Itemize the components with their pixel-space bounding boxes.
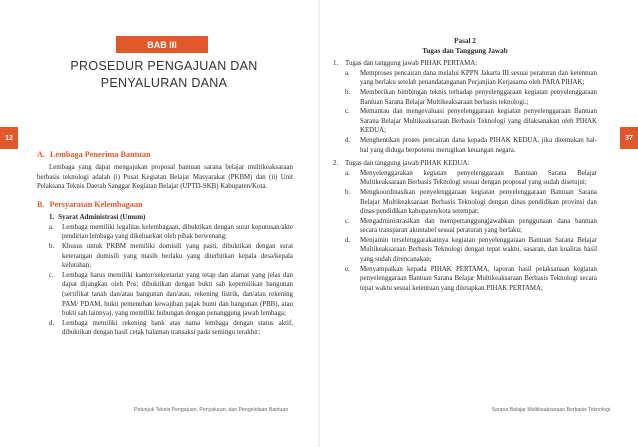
list-item-label: c. [345, 217, 350, 225]
list-item [345, 69, 597, 88]
list-item-text: Lembaga harus memiliki kantor/sekretariat yang tetap dan alamat yang jelas dan dapat dijangkau oleh Pos; dibuktikan dengan bukti sah kepemilikan bangunan (sertifikat tanah dan/atau bangunan dan/atau, rekening listrik, dan/atau rekening PAM/ PDAM, bukti pemenuhan kewajiban pajak bumi dan bangunan (PBB), atau bukti sah lainnya), yang memiliki hubungan dengan penanggung jawab lembaga; [62, 271, 293, 318]
chapter-title-line1: PROSEDUR PENGAJUAN DAN [70, 59, 258, 73]
right-page-footer: Sarana Belajar Multikeaksaraan Berbasis Teknologi [491, 407, 610, 413]
pasal-title: Tugas dan Tanggung Jawab [422, 46, 508, 55]
section-a-paragraph: Lembaga yang dapat mengajukan proposal bantuan sarana belajar multikeaksaraan berbasis teknologi adalah (i) Pusat Kegiatan Belajar Masyarakat (PKBM) dan (ii) Unit Pelaksana Teknis Daerah Sanggar Kegiatan Belajar (UPTD-SKB) Kabupaten/Kota. [37, 164, 293, 191]
list-item-text: Menghentikan proses pencairan dana kepada PIHAK KEDUA, jika ditemukan hal-hal yang diduga berpotensi merugikan keuangan negara. [360, 136, 597, 154]
list-item-label: a. [345, 169, 350, 177]
list-item-label: b. [345, 88, 351, 96]
list-item [345, 88, 597, 107]
section-a-title: Lembaga Penerima Bantuan [49, 150, 151, 159]
list-item-label: e. [345, 265, 350, 273]
right-page-number: 37 [620, 127, 638, 149]
list-item-label: a. [49, 223, 54, 231]
list-item-label: d. [49, 319, 55, 327]
pasal-number: Pasal 2 [454, 37, 476, 45]
list-item [49, 223, 293, 242]
list-item [345, 169, 597, 188]
list-item [345, 188, 597, 217]
section-b-heading [37, 200, 293, 209]
section-a-letter: A. [37, 150, 45, 159]
requirements-list [49, 223, 293, 338]
duty-section-number: 1. [333, 60, 339, 68]
list-item-label: d. [345, 136, 351, 144]
list-item-text: Memberikan bimbingan teknis terhadap penyelenggaraan kegiatan penyelenggaraan Bantuan Sarana Belajar Multikeaksaraan berbasis teknologi.; [360, 88, 597, 106]
list-item-text: Memproses pencairan dana melalui KPPN Jakarta III sesuai peraturan dan ketentuan yang berlaku setelah penandatanganan Perjanjian Kerjasama oleh PARA PIHAK; [360, 69, 597, 87]
list-item-text: Lembaga memiliki legalitas kelembagaan, dibuktikan dengan surat keputusan/akte pendirian lembaga yang dikeluarkan oleh pihak berwenang; [62, 223, 293, 241]
duty-list [345, 169, 597, 294]
section-b-title: Persyaratan Kelembagaan [49, 199, 143, 209]
list-item-text: Menjamin terselenggarakannya kegiatan penyelenggaraan Bantuan Sarana Belajar Multikeaksaraan Berbasis Teknologi dengan tepat waktu, sasaran, dan kualitas hasil yang sudah direncanakan; [360, 236, 597, 264]
subsection-number: 1. [49, 212, 55, 221]
list-item-label: c. [49, 271, 54, 279]
left-page-number: 12 [0, 127, 18, 149]
list-item-text: Menyampaikan kepada PIHAK PERTAMA, laporan hasil pelaksanaan kegiatan penyelenggaraan Bantuan Sarana Belajar Multikeaksaraan Berbasis Teknologi secara tepat waktu sesuai ketentuan yang ditetapkan PIHAK PERTAMA; [360, 265, 597, 292]
list-item [49, 271, 293, 319]
section-b-letter: B. [37, 199, 45, 209]
list-item-label: b. [49, 242, 55, 250]
list-item-text: Mengadministrasikan dan mempertanggungjawabkan penggunaan dana bantuan secara transparan akuntabel sesuai peraturan yang berlaku; [360, 217, 597, 235]
right-page-body [333, 37, 597, 297]
list-item [345, 136, 597, 155]
list-item [49, 319, 293, 338]
list-item [345, 236, 597, 265]
duty-section-number: 2. [333, 160, 339, 168]
duty-section-heading [333, 59, 597, 69]
subsection-heading [49, 213, 293, 221]
duty-list [345, 69, 597, 155]
left-page-body [37, 150, 293, 338]
list-item [345, 265, 597, 294]
list-item-label: c. [345, 108, 350, 116]
subsection-title: Syarat Administrasi (Umum) [58, 212, 146, 221]
duty-section-title: Tugas dan tanggung jawab PIHAK KEDUA: [345, 160, 470, 168]
section-a-heading [37, 150, 293, 159]
list-item [345, 217, 597, 236]
left-page-footer: Petunjuk Teknis Pengajuan, Penyaluran, dan Pengelolaan Bantuan [134, 407, 289, 413]
list-item [49, 242, 293, 271]
duty-section-heading [333, 159, 597, 169]
list-item-label: d. [345, 236, 351, 244]
duty-section-2 [333, 159, 597, 293]
list-item-text: Menyelenggarakan kegiatan penyelenggaraan Bantuan Sarana Belajar Multikeaksaraan Berbasis Teknologi sesuai dengan proposal yang sudah disetujui; [360, 169, 597, 187]
list-item-text: Lembaga memiliki rekening bank atas nama lembaga dengan status aktif, dibuktikan dengan hasil cetak halaman transaksi pada semingu terakhir; [62, 319, 293, 337]
list-item-text: Mengkoordinasikan penyelenggaraan kegiatan penyelenggaraan Bantuan Sarana Belajar Multikeaksaraan Berbasis Teknologi dengan dinas pendidikan provinsi dan dinas pendidikan kabupaten/kota setempat; [360, 188, 597, 216]
chapter-title [40, 58, 288, 92]
page-gutter [318, 0, 320, 447]
list-item-label: a. [345, 69, 350, 77]
duty-section-1 [333, 59, 597, 155]
list-item-text: Khusus untuk PKBM memiliki domisili yang pasti, dibuktikan dengan surat keterangan domisili yang masih berlaku yang diterbitkan kepala desa/kepala kelurahan; [62, 242, 293, 270]
chapter-label: BAB III [116, 36, 208, 53]
pasal-heading [333, 37, 597, 56]
chapter-title-line2: PENYALURAN DANA [100, 76, 228, 90]
list-item [345, 107, 597, 136]
list-item-label: b. [345, 188, 351, 196]
duty-section-title: Tugas dan tanggung jawab PIHAK PERTAMA: [345, 60, 478, 68]
list-item-text: Memantau dan mengevaluasi penyelenggaraan kegiatan penyelenggaraan Bantuan Sarana Belajar Multikeaksaraan Berbasis Teknologi yang dilaksanakan oleh PIHAK KEDUA; [360, 108, 597, 135]
